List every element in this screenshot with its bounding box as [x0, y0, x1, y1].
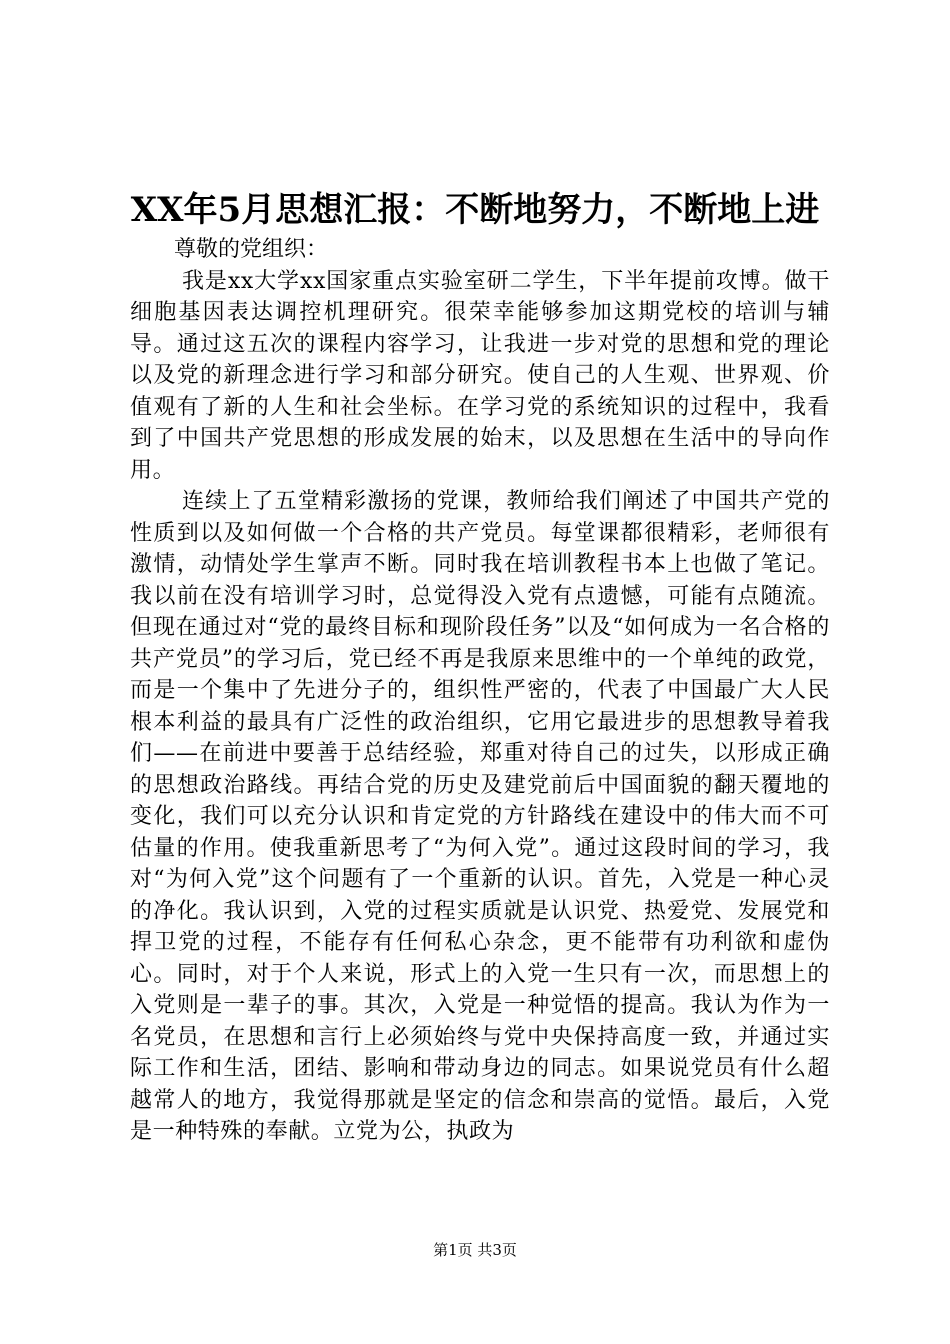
document-title: XX年5月思想汇报：不断地努力，不断地上进: [130, 190, 820, 230]
document-body: [130, 234, 830, 1148]
page-footer: 第1页 共3页: [433, 1241, 517, 1259]
paragraph-1: 我是xx大学xx国家重点实验室研二学生，下半年提前攻博。做干细胞基因表达调控机理研究。很荣幸能够参加这期党校的培训与辅导。通过这五次的课程内容学习，让我进一步对党的思想和党的理论以及党的新理念进行学习和部分研究。使自己的人生观、世界观、价值观有了新的人生和社会坐标。在学习党的系统知识的过程中，我看到了中国共产党思想的形成发展的始末，以及思想在生活中的导向作用。: [130, 268, 830, 483]
paragraph-2: 连续上了五堂精彩激扬的党课，教师给我们阐述了中国共产党的性质到以及如何做一个合格的共产党员。每堂课都很精彩，老师很有激情，动情处学生掌声不断。同时我在培训教程书本上也做了笔记。我以前在没有培训学习时，总觉得没入党有点遗憾，可能有点随流。但现在通过对“党的最终目标和现阶段任务”以及“如何成为一名合格的共产党员”的学习后，党已经不再是我原来思维中的一个单纯的政党，而是一个集中了先进分子的，组织性严密的，代表了中国最广大人民根本利益的最具有广泛性的政治组织，它用它最进步的思想教导着我们——在前进中要善于总结经验，郑重对待自己的过失，以形成正确的思想政治路线。再结合党的历史及建党前后中国面貌的翻天覆地的变化，我们可以充分认识和肯定党的方针路线在建设中的伟大而不可估量的作用。使我重新思考了“为何入党”。通过这段时间的学习，我对“为何入党”这个问题有了一个重新的认识。首先，入党是一种心灵的净化。我认识到，入党的过程实质就是认识党、热爱党、发展党和捍卫党的过程，不能存有任何私心杂念，更不能带有功利欲和虚伪心。同时，对于个人来说，形式上的入党一生只有一次，而思想上的入党则是一辈子的事。其次，入党是一种觉悟的提高。我认为作为一名党员，在思想和言行上必须始终与党中央保持高度一致，并通过实际工作和生活，团结、影响和带动身边的同志。如果说党员有什么超越常人的地方，我觉得那就是坚定的信念和崇高的觉悟。最后，入党是一种特殊的奉献。立党为公，执政为: [130, 489, 830, 1144]
salutation: 尊敬的党组织：: [174, 237, 329, 262]
